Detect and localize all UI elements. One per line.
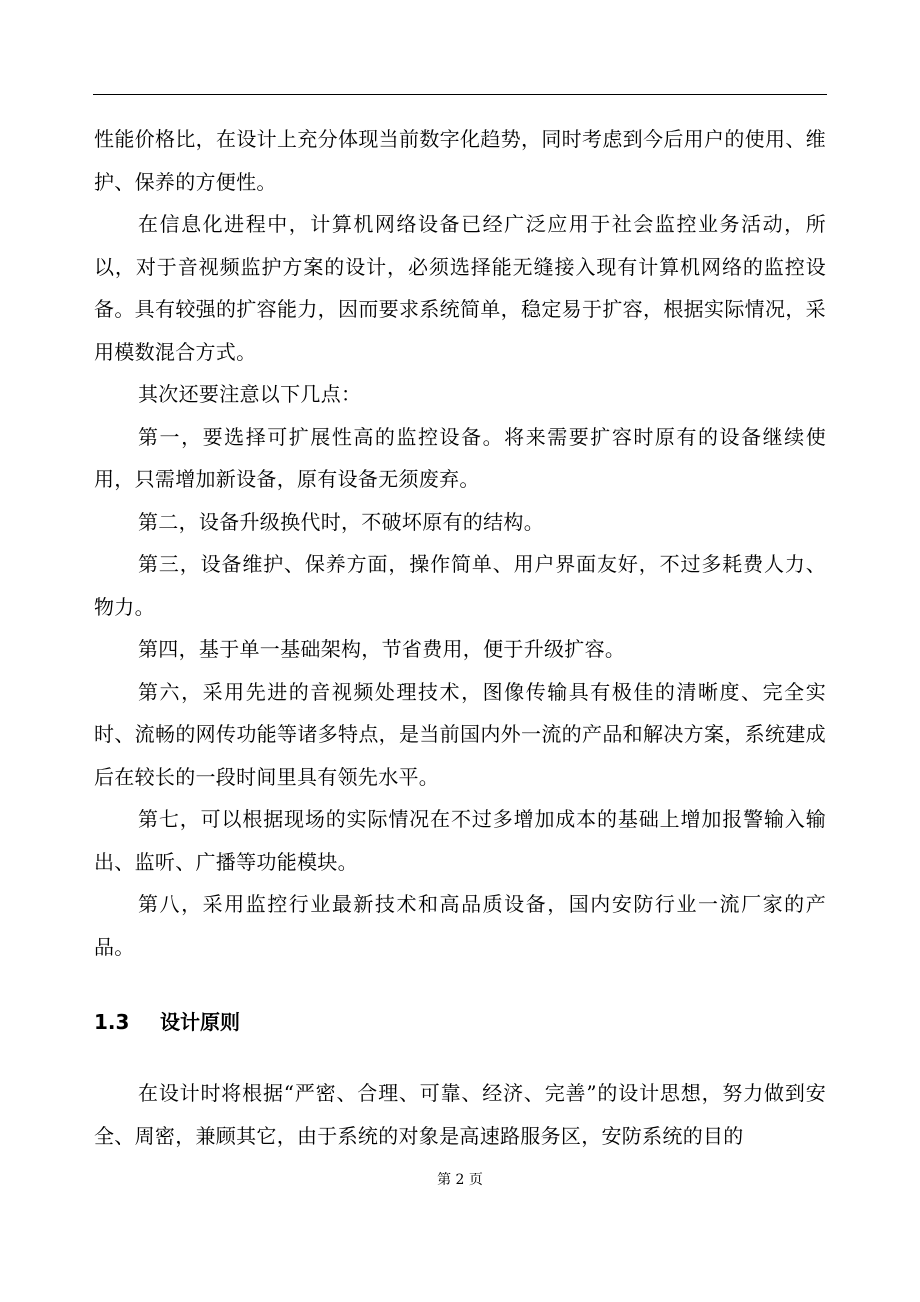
paragraph-point-4: 第四，基于单一基础架构，节省费用，便于升级扩容。 (138, 637, 626, 661)
section-title: 设计原则 (160, 1010, 240, 1034)
header-rule (93, 94, 827, 95)
paragraph-points-intro: 其次还要注意以下几点： (138, 382, 362, 406)
paragraph-point-2: 第二，设备升级换代时，不破坏原有的结构。 (138, 509, 544, 534)
document-body (94, 118, 826, 1157)
paragraph-design-principle: 在设计时将根据“严密、合理、可靠、经济、完善”的设计思想，努力做到安全、周密，兼顾其它，由于系统的对象是高速路服务区，安防系统的目的 (94, 1081, 826, 1148)
paragraph-continuation: 性能价格比，在设计上充分体现当前数字化趋势，同时考虑到今后用户的使用、维护、保养的方便性。 (94, 127, 826, 194)
paragraph-informatization: 在信息化进程中，计算机网络设备已经广泛应用于社会监控业务活动，所以，对于音视频监护方案的设计，必须选择能无缝接入现有计算机网络的监控设备。具有较强的扩容能力，因而要求系统简单，稳定易于扩容，根据实际情况，采用模数混合方式。 (94, 212, 826, 364)
page-number: 第 2 页 (437, 1172, 483, 1188)
paragraph-point-8: 第八，采用监控行业最新技术和高品质设备，国内安防行业一流厂家的产品。 (94, 892, 826, 959)
paragraph-point-3: 第三，设备维护、保养方面，操作简单、用户界面友好，不过多耗费人力、物力。 (94, 552, 826, 619)
section-heading (94, 992, 826, 1052)
section-number: 1.3 (94, 1010, 130, 1034)
paragraph-point-6: 第六，采用先进的音视频处理技术，图像传输具有极佳的清晰度、完全实时、流畅的网传功能等诸多特点，是当前国内外一流的产品和解决方案，系统建成后在较长的一段时间里具有领先水平。 (94, 679, 826, 789)
paragraph-point-1: 第一，要选择可扩展性高的监控设备。将来需要扩容时原有的设备继续使用，只需增加新设备，原有设备无须废弃。 (94, 424, 826, 491)
paragraph-point-7: 第七，可以根据现场的实际情况在不过多增加成本的基础上增加报警输入输出、监听、广播等功能模块。 (94, 807, 826, 874)
